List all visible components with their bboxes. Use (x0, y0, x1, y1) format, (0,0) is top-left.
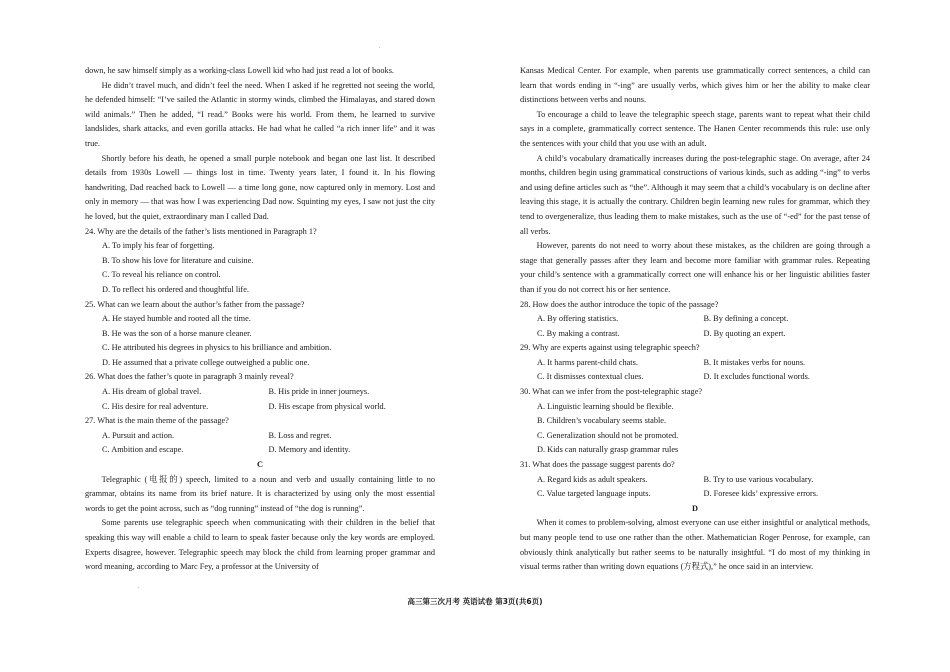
paragraph: down, he saw himself simply as a working-class Lowell kid who had just read a lot of books. (85, 66, 395, 75)
option: B. To show his love for literature and cuisine. (102, 255, 254, 265)
paragraph: A child’s vocabulary dramatically increases during the post-telegraphic stage. On average, after 24 months, children begin using grammatical constructions of various kinds, such as adding “-ing” to verbs and using define articles such as “the”. Although it may seem that a child’s vocabulary is on decline after leaving this stage, it is actually the contrary. Children begin learning new rules for grammar, which they tend to overgeneralize, thus leading them to make mistakes, such as the use of “-ed” for the past tense of all verbs. (520, 153, 870, 236)
option: A. Pursuit and action. (102, 430, 175, 440)
bottom-dot: . (138, 584, 140, 590)
paragraph: To encourage a child to leave the telegraphic speech stage, parents want to repeat what their child says in a complete, grammatically correct sentence. The Hanen Center recommends this rule: use only the sentences with your child that you use with an adult. (520, 109, 870, 148)
paragraph: Kansas Medical Center. For example, when parents use grammatically correct sentences, a child can learn that words ending in “-ing” are usually verbs, which gives him or her the ability to make clear distinctions between verbs and nouns. (520, 66, 870, 105)
option: C. To reveal his reliance on control. (102, 270, 221, 280)
option: D. Memory and identity. (268, 445, 351, 455)
question-29: 29. Why are experts against using telegraphic speech? (520, 343, 700, 353)
option: B. Children’s vocabulary seems stable. (537, 416, 667, 426)
paragraph: When it comes to problem-solving, almost everyone can use either insightful or analytical methods, but many people tend to use one rather than the other. Mathematician Roger Penrose, for example, can obviously think analytically but rather seems to be naturally insightful. “I do most of my thinking in visual terms rather than writing down equations (方程式),” he once said in an interview. (520, 518, 870, 572)
option: D. By quoting an expert. (703, 328, 786, 338)
question-31: 31. What does the passage suggest parents do? (520, 460, 675, 470)
option: D. He assumed that a private college outweighed a public one. (102, 357, 310, 367)
option: C. Ambition and escape. (102, 445, 184, 455)
option-row (537, 312, 870, 327)
option: A. By offering statistics. (537, 314, 619, 324)
option-row (537, 356, 870, 371)
paragraph: Telegraphic (电报的) speech, limited to a noun and verb and usually containing little to no grammar, obtains its name from its brief nature. It is characterized by using only the most essential words to get the point across, such as “dog running” instead of “the dog is running”. (85, 474, 435, 513)
question-26: 26. What does the father’s quote in paragraph 3 mainly reveal? (85, 372, 294, 382)
option-row (537, 370, 870, 385)
question-30: 30. What can we infer from the post-telegraphic stage? (520, 387, 703, 397)
paragraph: However, parents do not need to worry about these mistakes, as the children are going through a stage that generally passes after they learn and become more familiar with grammar rules. Repeating your child’s sentence with a grammatically correct one will enhance his or her linguistic abilities faster than if you do not correct his or her sentence. (520, 241, 870, 294)
section-heading-c: C (257, 460, 263, 470)
left-column (85, 64, 435, 575)
option: A. His dream of global travel. (102, 387, 202, 397)
option: B. It mistakes verbs for nouns. (703, 357, 806, 367)
option-row (102, 385, 435, 400)
option: A. He stayed humble and rooted all the time. (102, 314, 251, 324)
option: A. It harms parent-child chats. (537, 357, 638, 367)
option: D. Kids can naturally grasp grammar rules (537, 445, 679, 455)
option-row (102, 429, 435, 444)
option: A. Regard kids as adult speakers. (537, 474, 648, 484)
question-28: 28. How does the author introduce the topic of the passage? (520, 299, 719, 309)
option: B. Try to use various vocabulary. (703, 474, 814, 484)
top-dot: . (379, 44, 381, 50)
option: C. Generalization should not be promoted. (537, 430, 679, 440)
option: D. It excludes functional words. (703, 372, 810, 382)
option-row (537, 473, 870, 488)
question-25: 25. What can we learn about the author’s father from the passage? (85, 299, 305, 309)
paragraph: Some parents use telegraphic speech when communicating with their children in the belief that speaking this way will enable a child to learn to speak faster because only the key words are employed. Experts disagree, however. Telegraphic speech may block the child from learning proper grammar and word meaning, according to Marc Fey, a professor at the University of (85, 518, 435, 572)
option: A. To imply his fear of forgetting. (102, 241, 215, 251)
option: D. Foresee kids’ expressive errors. (703, 489, 819, 499)
option-row (537, 487, 870, 502)
option: C. It dismisses contextual clues. (537, 372, 644, 382)
question-27: 27. What is the main theme of the passage? (85, 416, 229, 426)
option-row (537, 327, 870, 342)
option: C. He attributed his degrees in physics to his brilliance and ambition. (102, 343, 332, 353)
question-24: 24. Why are the details of the father’s lists mentioned in Paragraph 1? (85, 226, 317, 236)
right-column (520, 64, 870, 575)
page-footer: 高三第三次月考 英语试卷 第3页(共6页) (407, 597, 543, 606)
option: B. He was the son of a horse manure cleaner. (102, 328, 252, 338)
paragraph: He didn’t travel much, and didn’t feel the need. When I asked if he regretted not seeing the world, he defended himself: “I’ve sailed the Atlantic in stormy winds, climbed the Himalayas, and stared down wild animals.” Then he added, “I read.” Books were his world. From them, he learned to survive landslides, shark attacks, and even gorilla attacks. He had what he called “a rich inner life” and it was true. (85, 80, 435, 148)
option-row (102, 443, 435, 458)
option: D. To reflect his ordered and thoughtful life. (102, 284, 249, 294)
option: C. Value targeted language inputs. (537, 489, 651, 499)
option: B. Loss and regret. (268, 430, 332, 440)
option: C. By making a contrast. (537, 328, 620, 338)
paragraph: Shortly before his death, he opened a small purple notebook and began one last list. It described details from 1930s Lowell — things lost in time. Twenty years later, I found it. In his flowing handwriting, Dad reached back to Lowell — a time long gone, now captured only in memory. Lost and only in memory — that was how I was experiencing Dad now. Squinting my eyes, I saw not just the city he loved, but the quiet, extraordinary man I called Dad. (85, 153, 435, 221)
section-heading-d: D (692, 503, 698, 513)
option: C. His desire for real adventure. (102, 401, 209, 411)
option: D. His escape from physical world. (268, 401, 386, 411)
option-row (102, 400, 435, 415)
option: B. His pride in inner journeys. (268, 387, 370, 397)
option: B. By defining a concept. (703, 314, 789, 324)
option: A. Linguistic learning should be flexible. (537, 401, 674, 411)
